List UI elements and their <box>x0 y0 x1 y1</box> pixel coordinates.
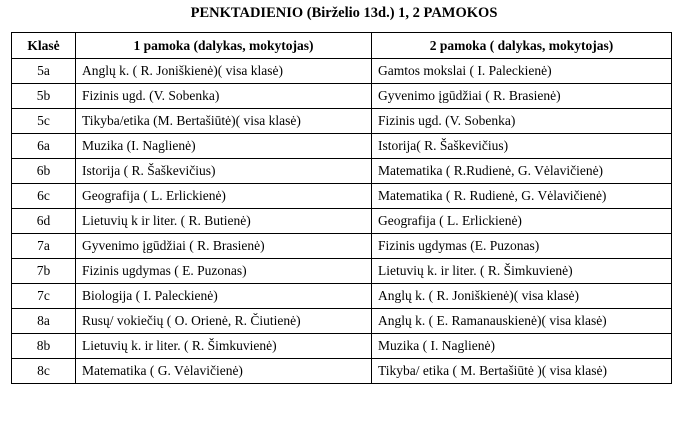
class-cell: 6d <box>12 209 76 234</box>
class-cell: 6b <box>12 159 76 184</box>
lesson-2-cell: Muzika ( I. Naglienė) <box>372 334 672 359</box>
class-cell: 5b <box>12 84 76 109</box>
table-row <box>12 359 672 384</box>
lesson-1-cell: Geografija ( L. Erlickienė) <box>76 184 372 209</box>
table-row <box>12 184 672 209</box>
lesson-1-cell: Fizinis ugdymas ( E. Puzonas) <box>76 259 372 284</box>
lesson-2-cell: Matematika ( R. Rudienė, G. Vėlavičienė) <box>372 184 672 209</box>
table-row <box>12 84 672 109</box>
table-row <box>12 284 672 309</box>
table-row <box>12 109 672 134</box>
table-row <box>12 159 672 184</box>
table-row <box>12 209 672 234</box>
table-row <box>12 309 672 334</box>
table-row <box>12 334 672 359</box>
table-row <box>12 259 672 284</box>
lesson-1-cell: Lietuvių k. ir liter. ( R. Šimkuvienė) <box>76 334 372 359</box>
class-cell: 6a <box>12 134 76 159</box>
lesson-2-cell: Lietuvių k. ir liter. ( R. Šimkuvienė) <box>372 259 672 284</box>
lesson-2-cell: Anglų k. ( R. Joniškienė)( visa klasė) <box>372 284 672 309</box>
header-lesson-2: 2 pamoka ( dalykas, mokytojas) <box>372 33 672 59</box>
lesson-2-cell: Fizinis ugd. (V. Sobenka) <box>372 109 672 134</box>
header-lesson-1: 1 pamoka (dalykas, mokytojas) <box>76 33 372 59</box>
table-row <box>12 134 672 159</box>
lesson-1-cell: Lietuvių k ir liter. ( R. Butienė) <box>76 209 372 234</box>
table-row <box>12 234 672 259</box>
lesson-1-cell: Matematika ( G. Vėlavičienė) <box>76 359 372 384</box>
lesson-2-cell: Tikyba/ etika ( M. Bertašiūtė )( visa klasė) <box>372 359 672 384</box>
class-cell: 5c <box>12 109 76 134</box>
lesson-2-cell: Gyvenimo įgūdžiai ( R. Brasienė) <box>372 84 672 109</box>
lesson-2-cell: Anglų k. ( E. Ramanauskienė)( visa klasė) <box>372 309 672 334</box>
lesson-2-cell: Geografija ( L. Erlickienė) <box>372 209 672 234</box>
schedule-body <box>12 59 672 384</box>
class-cell: 7c <box>12 284 76 309</box>
class-cell: 8c <box>12 359 76 384</box>
lesson-2-cell: Istorija( R. Šaškevičius) <box>372 134 672 159</box>
class-cell: 8b <box>12 334 76 359</box>
class-cell: 5a <box>12 59 76 84</box>
schedule-header <box>12 33 672 59</box>
lesson-1-cell: Rusų/ vokiečių ( O. Orienė, R. Čiutienė) <box>76 309 372 334</box>
page-title: PENKTADIENIO (Birželio 13d.) 1, 2 PAMOKOS <box>190 5 498 21</box>
class-cell: 7b <box>12 259 76 284</box>
lesson-1-cell: Muzika (I. Naglienė) <box>76 134 372 159</box>
class-cell: 7a <box>12 234 76 259</box>
lesson-1-cell: Gyvenimo įgūdžiai ( R. Brasienė) <box>76 234 372 259</box>
lesson-2-cell: Fizinis ugdymas (E. Puzonas) <box>372 234 672 259</box>
lesson-1-cell: Anglų k. ( R. Joniškienė)( visa klasė) <box>76 59 372 84</box>
lesson-1-cell: Biologija ( I. Paleckienė) <box>76 284 372 309</box>
lesson-2-cell: Gamtos mokslai ( I. Paleckienė) <box>372 59 672 84</box>
lesson-1-cell: Istorija ( R. Šaškevičius) <box>76 159 372 184</box>
table-row <box>12 59 672 84</box>
schedule-table <box>11 32 672 384</box>
class-cell: 6c <box>12 184 76 209</box>
header-class: Klasė <box>12 33 76 59</box>
lesson-1-cell: Tikyba/etika (M. Bertašiūtė)( visa klasė) <box>76 109 372 134</box>
lesson-1-cell: Fizinis ugd. (V. Sobenka) <box>76 84 372 109</box>
lesson-2-cell: Matematika ( R.Rudienė, G. Vėlavičienė) <box>372 159 672 184</box>
class-cell: 8a <box>12 309 76 334</box>
header-row <box>12 33 672 59</box>
